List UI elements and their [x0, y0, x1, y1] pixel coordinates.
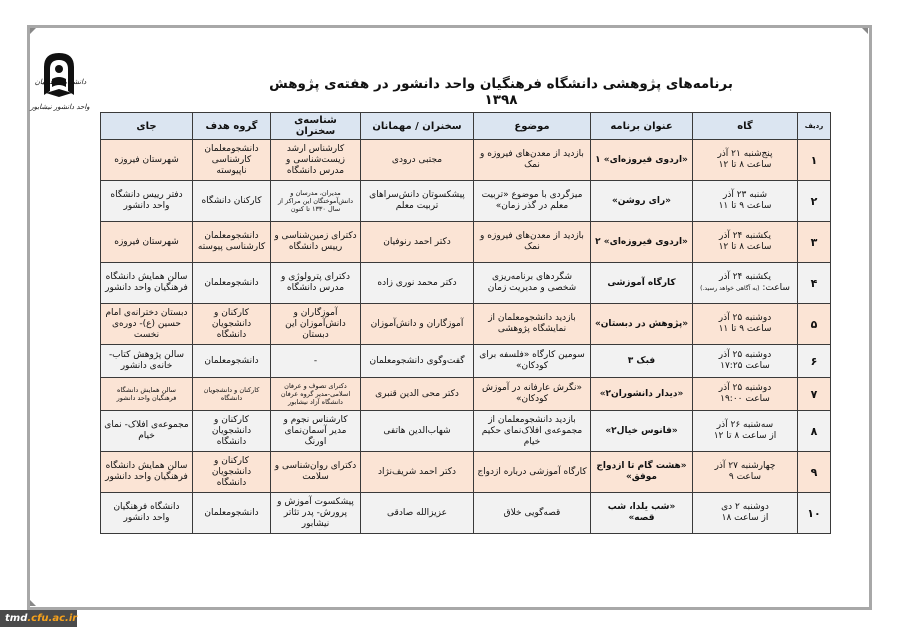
col-header-program: عنوان برنامه	[591, 113, 693, 140]
place-cell: مجموعه‌ی افلاک- نمای خیام	[101, 411, 193, 452]
audience-cell: دانشجومعلمان کارشناسی پیوسته	[193, 222, 271, 263]
row-number: ۹	[798, 452, 831, 493]
time-text: ساعت:	[762, 283, 790, 293]
row-number: ۷	[798, 378, 831, 411]
program-cell: «پژوهش در دبستان»	[591, 304, 693, 345]
time-text: ساعت ۱۹:۰۰	[720, 394, 770, 404]
speaker-id-cell: کارشناس ارشد زیست‌شناسی و مدرس دانشگاه	[271, 140, 361, 181]
topic-cell: بازدید دانشجومعلمان از نمایشگاه پژوهشی	[474, 304, 591, 345]
speaker-id-cell: دکترای تصوف و عرفان اسلامی-مدیر گروه عرفان دانشگاه آزاد نیشابور	[271, 378, 361, 411]
place-cell: دبستان دخترانه‌ی امام حسین (ع)- دوره‌ی نخست	[101, 304, 193, 345]
speaker-cell: دکتر احمد شریف‌نژاد	[361, 452, 474, 493]
table-row	[101, 222, 831, 263]
date-text: دوشنبه ۲۵ آذر	[718, 383, 772, 393]
site-watermark	[0, 610, 77, 627]
col-header-when: گاه	[693, 113, 798, 140]
row-number: ۵	[798, 304, 831, 345]
speaker-id-cell: -	[271, 345, 361, 378]
place-cell: سالن همایش دانشگاه فرهنگیان واحد دانشور	[101, 452, 193, 493]
topic-cell: سومین کارگاه «فلسفه برای کودکان»	[474, 345, 591, 378]
program-cell: «دیدار دانشوران۲»	[591, 378, 693, 411]
program-cell: کارگاه آموزشی	[591, 263, 693, 304]
time-text: ساعت ۸ تا ۱۲	[718, 242, 772, 252]
when-cell	[693, 263, 798, 304]
row-number: ۱۰	[798, 493, 831, 534]
audience-cell: دانشجومعلمان	[193, 345, 271, 378]
watermark-text: tmd	[5, 613, 28, 624]
topic-cell: بازدید از معدن‌های فیروزه و نمک	[474, 140, 591, 181]
table-row	[101, 345, 831, 378]
topic-cell: «نگرش عارفانه در آموزش کودکان»	[474, 378, 591, 411]
col-header-speaker-id: شناسه‌ی سخنران	[271, 113, 361, 140]
program-cell: «رای روشن»	[591, 181, 693, 222]
audience-cell: کارکنان و دانشجویان دانشگاه	[193, 452, 271, 493]
topic-cell: بازدید دانشجومعلمان از مجموعه‌ی افلاک‌نمای حکیم خیام	[474, 411, 591, 452]
when-cell	[693, 181, 798, 222]
watermark-domain: .cfu.ac.ir	[27, 613, 78, 624]
audience-cell: کارکنان دانشگاه	[193, 181, 271, 222]
program-cell: «اردوی فیروزه‌ای» ۱	[591, 140, 693, 181]
time-text: از ساعت ۱۸	[721, 513, 769, 523]
speaker-cell: آموزگاران و دانش‌آموزان	[361, 304, 474, 345]
table-row	[101, 140, 831, 181]
program-cell: فبک ۳	[591, 345, 693, 378]
date-text: دوشنبه ۲۵ آذر	[718, 350, 772, 360]
program-cell: «هشت گام تا ازدواج موفق»	[591, 452, 693, 493]
topic-cell: بازدید از معدن‌های فیروزه و نمک	[474, 222, 591, 263]
time-text: ساعت ۹ تا ۱۱	[718, 324, 772, 334]
schedule-table	[100, 112, 831, 534]
when-cell	[693, 222, 798, 263]
date-text: پنج‌شنبه ۲۱ آذر	[717, 149, 773, 159]
when-cell	[693, 345, 798, 378]
when-cell	[693, 140, 798, 181]
program-cell: «اردوی فیروزه‌ای» ۲	[591, 222, 693, 263]
audience-cell: کارکنان و دانشجویان دانشگاه	[193, 304, 271, 345]
table-row	[101, 263, 831, 304]
col-header-topic: موضوع	[474, 113, 591, 140]
speaker-id-cell: پیشکسوت آموزش و پرورش- پدر تئاتر نیشابور	[271, 493, 361, 534]
time-text: از ساعت ۸ تا ۱۲	[713, 431, 777, 441]
table-row	[101, 378, 831, 411]
row-number: ۴	[798, 263, 831, 304]
time-text: ساعت ۱۷:۲۵	[720, 361, 770, 371]
when-cell	[693, 452, 798, 493]
place-cell: سالن همایش دانشگاه فرهنگیان واحد دانشور	[101, 263, 193, 304]
program-cell: «شب یلدا، شب قصه»	[591, 493, 693, 534]
place-cell: دانشگاه فرهنگیان واحد دانشور	[101, 493, 193, 534]
speaker-id-cell: دکترای پترولوژی و مدرس دانشگاه	[271, 263, 361, 304]
audience-cell: کارکنان و دانشجویان دانشگاه	[193, 378, 271, 411]
topic-cell: شگردهای برنامه‌ریزی شخصی و مدیریت زمان	[474, 263, 591, 304]
university-logo-icon	[34, 34, 84, 114]
corner-mark	[30, 600, 36, 606]
table-row	[101, 181, 831, 222]
time-text: ساعت ۸ تا ۱۲	[718, 160, 772, 170]
row-number: ۱	[798, 140, 831, 181]
speaker-cell: پیشکسوتان دانش‌سراهای تربیت معلم	[361, 181, 474, 222]
place-cell: شهرستان فیروزه	[101, 222, 193, 263]
speaker-cell: مجتبی درودی	[361, 140, 474, 181]
when-cell	[693, 493, 798, 534]
speaker-cell: دکتر محمد نوری زاده	[361, 263, 474, 304]
place-cell: شهرستان فیروزه	[101, 140, 193, 181]
when-cell	[693, 304, 798, 345]
time-note: (به آگاهی خواهد رسید.)	[700, 285, 760, 292]
audience-cell: دانشجومعلمان	[193, 493, 271, 534]
place-cell: سالن پژوهش کتاب- خانه‌ی دانشور	[101, 345, 193, 378]
col-header-row-number: ردیف	[798, 113, 831, 140]
col-header-audience: گروه هدف	[193, 113, 271, 140]
speaker-id-cell: دکترای زمین‌شناسی و رییس دانشگاه	[271, 222, 361, 263]
table-row	[101, 452, 831, 493]
date-text: یکشنبه ۲۴ آذر	[718, 231, 771, 241]
table-header-row	[101, 113, 831, 140]
col-header-speaker: سخنران / مهمانان	[361, 113, 474, 140]
speaker-id-cell: کارشناس نجوم و مدیر آسمان‌نمای اورنگ	[271, 411, 361, 452]
topic-cell: کارگاه آموزشی درباره ازدواج	[474, 452, 591, 493]
speaker-cell: دکتر احمد رنوفیان	[361, 222, 474, 263]
date-text: سه‌شنبه ۲۶ آذر	[716, 420, 774, 430]
topic-cell: قصه‌گویی خلاق	[474, 493, 591, 534]
page-title: برنامه‌های پژوهشی دانشگاه فرهنگیان واحد دانشور در هفته‌ی پژوهش ۱۳۹۸	[269, 76, 733, 108]
audience-cell: دانشجومعلمان کارشناسی ناپیوسته	[193, 140, 271, 181]
audience-cell: کارکنان و دانشجویان دانشگاه	[193, 411, 271, 452]
speaker-cell: دکتر محی الدین قنبری	[361, 378, 474, 411]
speaker-cell: گفت‌وگوی دانشجومعلمان	[361, 345, 474, 378]
place-cell: دفتر رییس دانشگاه واحد دانشور	[101, 181, 193, 222]
date-text: دوشنبه ۲۵ آذر	[718, 313, 772, 323]
table-row	[101, 411, 831, 452]
audience-cell: دانشجومعلمان	[193, 263, 271, 304]
row-number: ۶	[798, 345, 831, 378]
table-row	[101, 493, 831, 534]
program-cell: «فانوس خیال۲»	[591, 411, 693, 452]
topic-cell: میزگردی با موضوع «تربیت معلم در گذر زمان»	[474, 181, 591, 222]
speaker-id-cell: دکترای روان‌شناسی و سلامت	[271, 452, 361, 493]
speaker-cell: شهاب‌الدین هاتفی	[361, 411, 474, 452]
corner-mark	[862, 28, 868, 34]
when-cell	[693, 378, 798, 411]
date-text: دوشنبه ۲ دی	[721, 502, 769, 512]
time-text: ساعت ۹	[728, 472, 762, 482]
logo-caption: دانشگاه فرهنگیان	[34, 78, 87, 86]
date-text: شنبه ۲۳ آذر	[722, 190, 768, 200]
when-cell	[693, 411, 798, 452]
row-number: ۸	[798, 411, 831, 452]
table-row	[101, 304, 831, 345]
row-number: ۲	[798, 181, 831, 222]
speaker-cell: عزیزالله صادقی	[361, 493, 474, 534]
logo-subcaption: واحد دانشور نیشابور	[30, 103, 90, 111]
col-header-place: جای	[101, 113, 193, 140]
date-text: یکشنبه ۲۴ آذر	[718, 272, 771, 282]
row-number: ۳	[798, 222, 831, 263]
speaker-id-cell: مدیران، مدرسان و دانش‌آموختگان این مراکز از سال ۱۳۳۰ تا کنون	[271, 181, 361, 222]
date-text: چهارشنبه ۲۷ آذر	[714, 461, 776, 471]
place-cell: سالن همایش دانشگاه فرهنگیان واحد دانشور	[101, 378, 193, 411]
time-text: ساعت ۹ تا ۱۱	[718, 201, 772, 211]
speaker-id-cell: آموزگاران و دانش‌آموزان این دبستان	[271, 304, 361, 345]
